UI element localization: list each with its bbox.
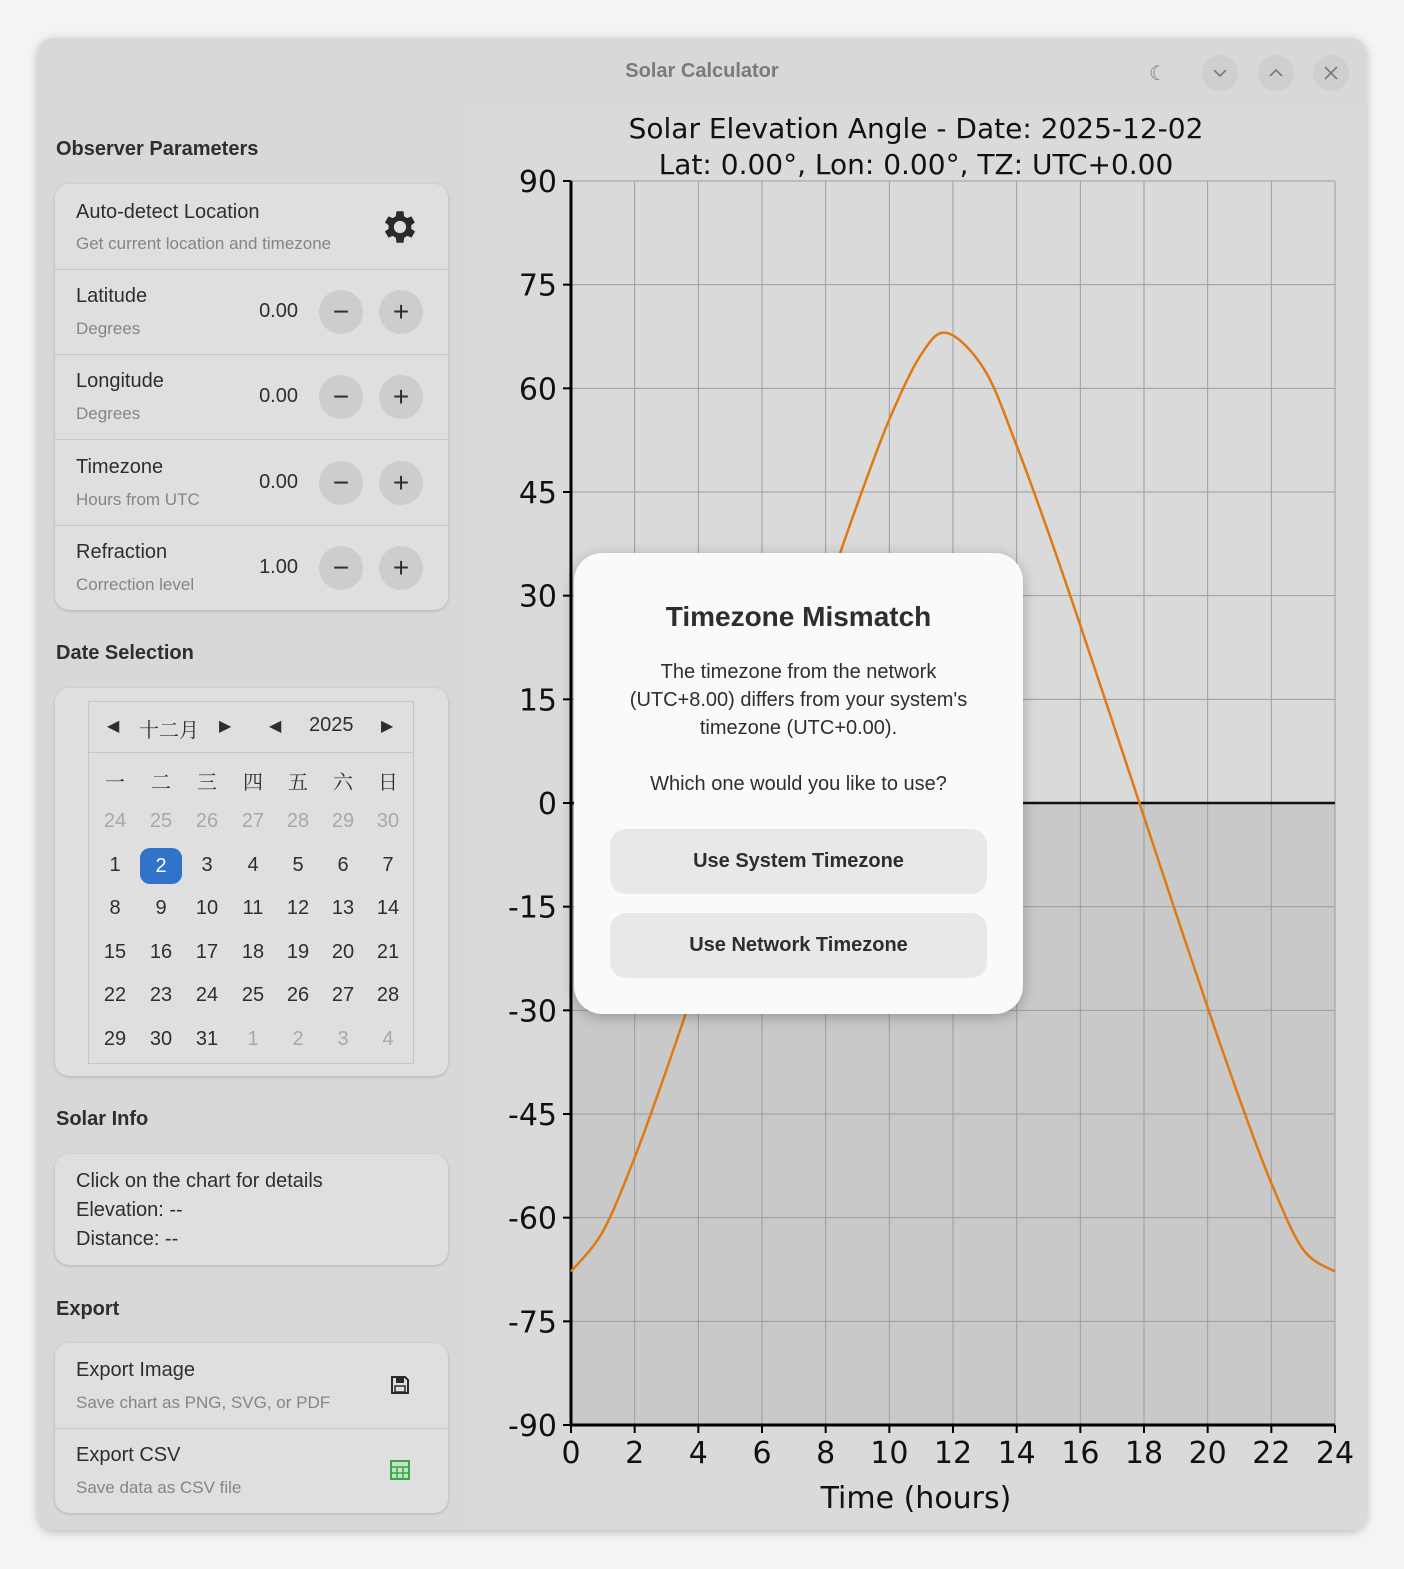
- calendar-day[interactable]: 10: [195, 897, 219, 920]
- chart-subtitle: Lat: 0.00°, Lon: 0.00°, TZ: UTC+0.00: [658, 148, 1174, 181]
- x-tick-label: 2: [625, 1436, 645, 1471]
- weekday-header: 四: [243, 772, 263, 794]
- distance-readout: Distance: --: [76, 1228, 179, 1250]
- y-tick-label: 0: [537, 787, 557, 822]
- calendar-day[interactable]: 25: [149, 810, 173, 832]
- y-tick-label: -30: [508, 994, 557, 1030]
- refraction-row: [55, 525, 448, 610]
- gear-icon[interactable]: [379, 206, 421, 248]
- dialog-title: Timezone Mismatch: [665, 601, 932, 632]
- y-tick-label: 15: [518, 683, 557, 719]
- y-tick-label: 60: [518, 372, 557, 408]
- timezone-mismatch-dialog: [574, 553, 1023, 1014]
- year-label: 2025: [309, 714, 354, 736]
- export-image-row[interactable]: [55, 1343, 448, 1429]
- weekday-header: 三: [197, 772, 217, 794]
- timezone-subtitle: Hours from UTC: [76, 489, 200, 509]
- dialog-body-line-2: (UTC+8.00) differs from your system's: [629, 689, 968, 711]
- x-axis-label: Time (hours): [820, 1481, 1012, 1516]
- weekday-header: 二: [151, 772, 171, 794]
- weekday-header: 日: [378, 772, 398, 794]
- solar-info-card: [55, 1154, 448, 1265]
- use-system-timezone-button[interactable]: Use System Timezone: [610, 829, 987, 894]
- calendar-day[interactable]: 31: [195, 1028, 219, 1050]
- window-title: Solar Calculator: [625, 60, 779, 82]
- date-selection-heading: Date Selection: [56, 642, 194, 664]
- dialog-body-line-3: timezone (UTC+0.00).: [699, 717, 898, 739]
- solar-info-heading: Solar Info: [56, 1108, 149, 1130]
- latitude-decrement-button[interactable]: −: [319, 290, 363, 334]
- longitude-subtitle: Degrees: [76, 404, 141, 424]
- calendar-day[interactable]: 14: [376, 897, 400, 920]
- table-icon: [390, 1460, 410, 1480]
- export-csv-title: Export CSV: [76, 1444, 181, 1466]
- calendar-day[interactable]: 15: [103, 940, 127, 963]
- chevron-up-icon: [1267, 64, 1285, 82]
- calendar-day[interactable]: 19: [286, 940, 310, 963]
- calendar-day[interactable]: 30: [149, 1028, 173, 1050]
- timezone-increment-button[interactable]: +: [379, 461, 423, 505]
- latitude-row: [55, 269, 448, 355]
- x-tick-label: 10: [870, 1436, 909, 1471]
- calendar-day[interactable]: 25: [241, 984, 265, 1007]
- x-tick-label: 0: [561, 1436, 581, 1471]
- calendar-day[interactable]: 7: [382, 853, 394, 876]
- auto-detect-subtitle: Get current location and timezone: [76, 234, 332, 253]
- timezone-title: Timezone: [76, 455, 164, 478]
- calendar-day[interactable]: 29: [331, 810, 355, 832]
- calendar-day[interactable]: 3: [337, 1028, 349, 1050]
- prev-month-button[interactable]: ◀: [107, 718, 120, 735]
- dark-mode-button[interactable]: [1140, 55, 1176, 91]
- x-tick-label: 20: [1188, 1436, 1227, 1471]
- calendar-day[interactable]: 24: [195, 984, 219, 1007]
- latitude-value[interactable]: 0.00: [259, 300, 298, 322]
- calendar-day[interactable]: 9: [155, 897, 167, 920]
- calendar-day[interactable]: 4: [382, 1028, 394, 1050]
- calendar-day[interactable]: 1: [109, 853, 121, 876]
- latitude-subtitle: Degrees: [76, 319, 141, 338]
- calendar-day[interactable]: 23: [149, 984, 173, 1007]
- calendar-day[interactable]: 28: [286, 810, 310, 832]
- refraction-increment-button[interactable]: +: [379, 546, 423, 590]
- x-tick-label: 4: [688, 1436, 708, 1471]
- calendar-day[interactable]: 26: [195, 810, 219, 832]
- calendar-day[interactable]: 27: [331, 984, 355, 1007]
- longitude-title: Longitude: [76, 370, 164, 393]
- calendar-day-selected[interactable]: 2: [140, 848, 182, 884]
- floppy-disk-icon: [390, 1375, 410, 1395]
- solar-info-hint: Click on the chart for details: [76, 1170, 323, 1192]
- export-image-title: Export Image: [76, 1359, 195, 1381]
- y-tick-label: 90: [518, 165, 557, 200]
- latitude-title: Latitude: [76, 285, 148, 307]
- x-tick-label: 18: [1124, 1436, 1164, 1471]
- export-heading: Export: [56, 1298, 120, 1320]
- y-tick-label: -15: [508, 890, 557, 926]
- weekday-header: 六: [333, 772, 353, 794]
- longitude-value[interactable]: 0.00: [259, 385, 298, 408]
- close-button[interactable]: [1313, 55, 1349, 91]
- x-tick-label: 12: [933, 1436, 973, 1471]
- timezone-value[interactable]: 0.00: [259, 470, 298, 493]
- export-csv-row[interactable]: [55, 1428, 448, 1513]
- longitude-decrement-button[interactable]: −: [319, 375, 363, 419]
- weekday-header: 一: [105, 772, 125, 794]
- calendar-card: [55, 688, 448, 1076]
- timezone-row: [55, 440, 448, 526]
- minimize-button[interactable]: [1202, 55, 1238, 91]
- refraction-title: Refraction: [76, 540, 168, 563]
- maximize-button[interactable]: [1258, 55, 1294, 91]
- calendar-day[interactable]: 24: [103, 810, 127, 832]
- export-card: [55, 1343, 448, 1513]
- calendar-day[interactable]: 1: [247, 1028, 259, 1050]
- x-tick-label: 16: [1061, 1436, 1100, 1471]
- refraction-value[interactable]: 1.00: [259, 555, 298, 578]
- use-network-timezone-button[interactable]: Use Network Timezone: [610, 913, 987, 978]
- next-year-button[interactable]: ▶: [381, 718, 394, 735]
- elevation-readout: Elevation: --: [76, 1199, 183, 1221]
- calendar-day[interactable]: 16: [149, 940, 173, 963]
- calendar-day[interactable]: 18: [241, 940, 265, 963]
- y-tick-label: -90: [508, 1409, 557, 1444]
- y-tick-label: 75: [518, 268, 557, 304]
- export-csv-subtitle: Save data as CSV file: [76, 1478, 242, 1497]
- x-tick-label: 14: [997, 1436, 1036, 1471]
- refraction-decrement-button[interactable]: −: [319, 546, 363, 590]
- calendar-day[interactable]: 29: [103, 1028, 127, 1050]
- chevron-down-icon: [1211, 64, 1229, 82]
- prev-year-button[interactable]: ◀: [269, 718, 282, 735]
- month-label: 十二月: [139, 720, 199, 742]
- calendar-day[interactable]: 8: [109, 897, 121, 920]
- y-tick-label: 30: [518, 579, 557, 615]
- calendar-day[interactable]: 11: [242, 897, 264, 920]
- latitude-increment-button[interactable]: +: [379, 290, 423, 334]
- calendar-day[interactable]: 2: [292, 1028, 304, 1050]
- calendar-day[interactable]: 6: [337, 853, 349, 876]
- calendar-day[interactable]: 4: [247, 853, 259, 876]
- calendar-day[interactable]: 21: [376, 940, 400, 963]
- calendar-day[interactable]: 27: [241, 810, 265, 832]
- longitude-row: [55, 354, 448, 440]
- calendar-day[interactable]: 17: [195, 940, 219, 963]
- y-tick-label: -75: [508, 1305, 557, 1341]
- auto-detect-row[interactable]: [55, 184, 448, 270]
- x-tick-label: 6: [752, 1436, 772, 1471]
- moon-icon: ☾: [1149, 62, 1167, 85]
- calendar-day[interactable]: 26: [286, 984, 310, 1007]
- next-month-button[interactable]: ▶: [219, 718, 232, 735]
- weekday-header: 五: [288, 772, 308, 794]
- x-tick-label: 24: [1315, 1436, 1355, 1471]
- observer-parameters-card: [55, 184, 448, 610]
- calendar-day[interactable]: 3: [201, 853, 213, 876]
- calendar-header: [89, 702, 413, 753]
- refraction-subtitle: Correction level: [76, 574, 195, 594]
- calendar-day[interactable]: 28: [376, 984, 400, 1007]
- calendar-day[interactable]: 12: [286, 897, 310, 920]
- calendar-day[interactable]: 22: [103, 984, 127, 1007]
- export-image-subtitle: Save chart as PNG, SVG, or PDF: [76, 1393, 331, 1412]
- calendar-day[interactable]: 13: [331, 897, 355, 920]
- dialog-question: Which one would you like to use?: [650, 773, 947, 795]
- calendar: [88, 701, 414, 1064]
- y-tick-label: 45: [518, 476, 557, 511]
- chart-title: Solar Elevation Angle - Date: 2025-12-02: [628, 112, 1204, 145]
- longitude-increment-button[interactable]: +: [379, 375, 423, 419]
- close-icon: [1323, 65, 1339, 81]
- y-tick-label: -60: [508, 1201, 557, 1237]
- y-tick-label: -45: [508, 1098, 557, 1133]
- calendar-day[interactable]: 20: [331, 940, 355, 963]
- calendar-day[interactable]: 5: [292, 853, 304, 876]
- dialog-body-line-1: The timezone from the network: [660, 661, 937, 683]
- timezone-decrement-button[interactable]: −: [319, 461, 363, 505]
- auto-detect-title: Auto-detect Location: [76, 201, 260, 223]
- observer-parameters-heading: Observer Parameters: [56, 138, 259, 160]
- x-tick-label: 22: [1252, 1436, 1291, 1471]
- calendar-day[interactable]: 30: [376, 810, 400, 832]
- x-tick-label: 8: [816, 1436, 836, 1471]
